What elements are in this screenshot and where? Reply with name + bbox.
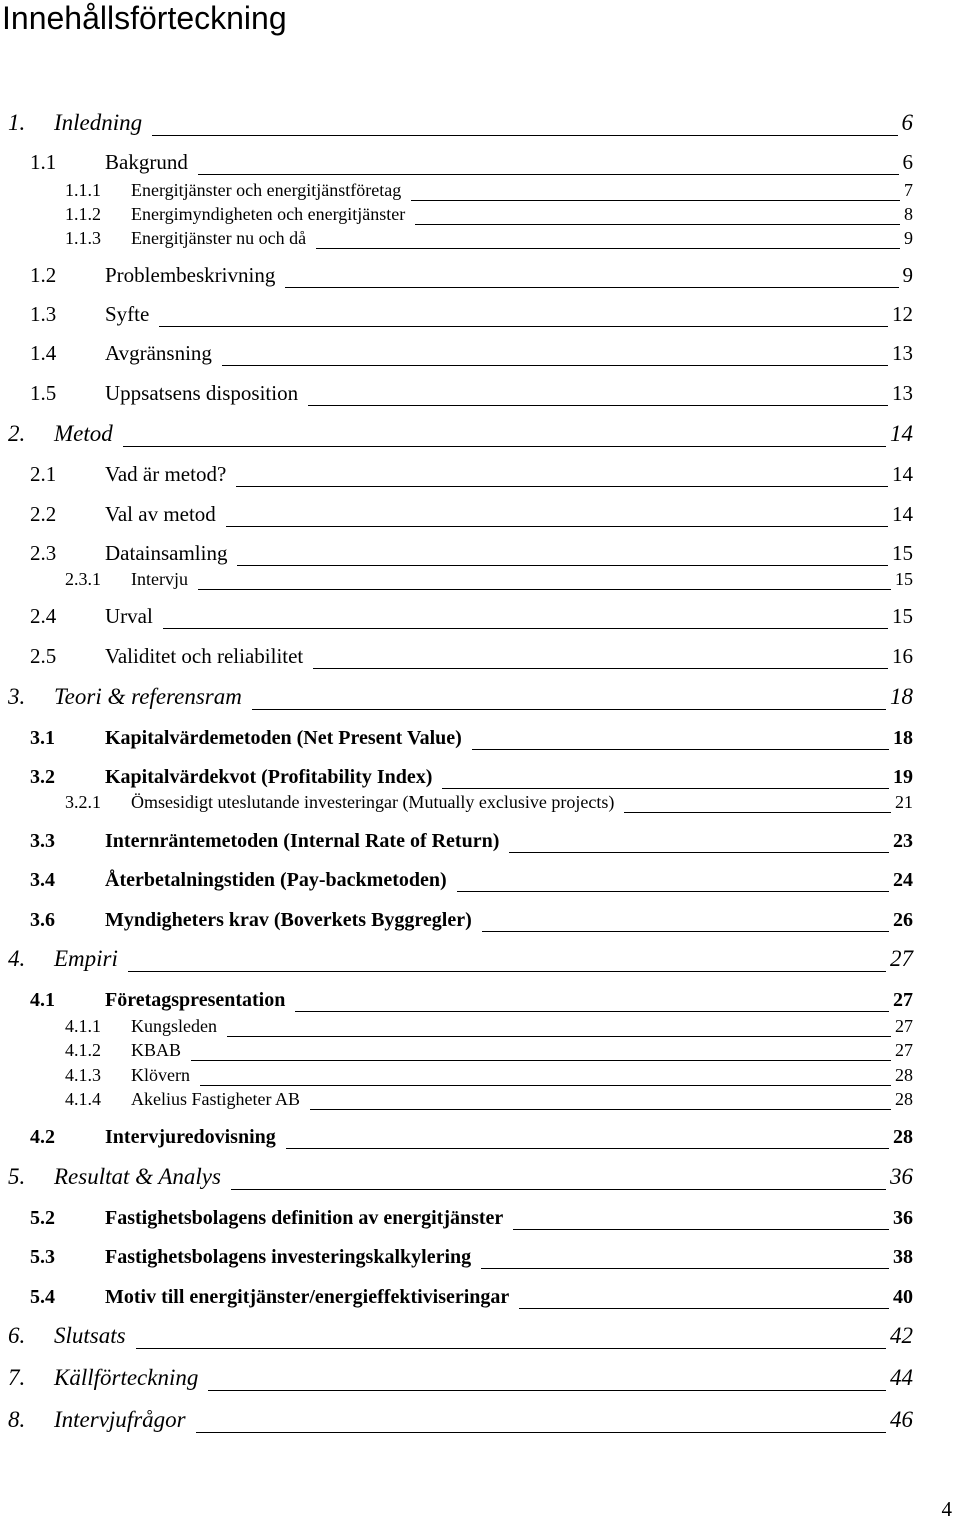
toc-leader-line <box>163 628 888 629</box>
toc-leader-line <box>472 749 889 750</box>
toc-entry-page: 14 <box>890 421 913 446</box>
toc-entry-page: 26 <box>893 909 913 931</box>
toc-entry-title: Återbetalningstiden (Pay-backmetoden) <box>105 869 447 891</box>
toc-entry-title: Val av metod <box>105 502 216 526</box>
toc-entry-page: 6 <box>902 150 913 174</box>
toc-leader-line <box>310 1109 891 1110</box>
toc-entry-page: 38 <box>893 1246 913 1268</box>
toc-entry-page: 28 <box>895 1089 913 1109</box>
toc-entry-title: Företagspresentation <box>105 989 286 1011</box>
toc-entry-page: 18 <box>890 684 913 709</box>
toc-entry-title: Fastighetsbolagens definition av energitjänster <box>105 1207 504 1229</box>
toc-entry[interactable] <box>0 301 960 331</box>
toc-entry-page: 9 <box>904 228 913 248</box>
toc-entry-title: Vad är metod? <box>105 462 227 486</box>
toc-entry[interactable] <box>0 827 960 857</box>
document-title: Innehållsförteckning <box>2 0 287 36</box>
toc-entry-title: Empiri <box>54 946 118 971</box>
toc-entry-title: Problembeskrivning <box>105 263 276 287</box>
toc-entry-page: 15 <box>892 604 913 628</box>
toc-entry-number: 2.2 <box>30 502 57 526</box>
toc-entry-title: Energimyndigheten och energitjänster <box>131 204 406 224</box>
toc-entry-number: 5.3 <box>30 1246 55 1268</box>
toc-entry-title: Inledning <box>54 110 143 135</box>
toc-entry[interactable] <box>0 461 960 491</box>
toc-entry-title: Kapitalvärdemetoden (Net Present Value) <box>105 727 462 749</box>
toc-entry-number: 4.2 <box>30 1126 55 1148</box>
toc-entry-title: Validitet och reliabilitet <box>105 644 304 668</box>
toc-entry-page: 13 <box>892 381 913 405</box>
toc-leader-line <box>457 891 889 892</box>
toc-entry-title: Slutsats <box>54 1323 126 1348</box>
toc-entry[interactable] <box>0 1365 960 1395</box>
toc-entry-page: 27 <box>895 1040 913 1060</box>
toc-entry-page: 24 <box>893 869 913 891</box>
toc-entry-number: 1.5 <box>30 381 57 405</box>
toc-entry-page: 14 <box>892 462 913 486</box>
toc-entry-title: Metod <box>54 421 113 446</box>
toc-entry-title: Kungsleden <box>131 1016 217 1036</box>
toc-entry-page: 18 <box>893 727 913 749</box>
toc-entry-number: 2.3.1 <box>65 569 101 589</box>
toc-entry[interactable] <box>0 787 960 817</box>
toc-leader-line <box>519 1308 889 1309</box>
toc-leader-line <box>231 1189 886 1190</box>
toc-entry[interactable] <box>0 643 960 673</box>
toc-entry-number: 5. <box>8 1164 26 1189</box>
toc-entry-number: 2.4 <box>30 604 57 628</box>
toc-leader-line <box>285 287 898 288</box>
toc-entry-number: 3.2.1 <box>65 792 101 812</box>
toc-entry-title: Datainsamling <box>105 541 228 565</box>
toc-entry-number: 7. <box>8 1365 26 1390</box>
toc-entry-number: 4.1 <box>30 989 55 1011</box>
toc-entry-number: 4.1.1 <box>65 1016 101 1036</box>
toc-entry-title: Urval <box>105 604 153 628</box>
toc-entry-number: 1.2 <box>30 263 57 287</box>
toc-entry-page: 15 <box>892 541 913 565</box>
toc-entry-page: 23 <box>893 830 913 852</box>
toc-entry[interactable] <box>0 946 960 976</box>
toc-leader-line <box>481 1268 889 1269</box>
toc-entry[interactable] <box>0 223 960 253</box>
toc-leader-line <box>252 709 886 710</box>
toc-entry[interactable] <box>0 1323 960 1353</box>
toc-entry-page: 36 <box>890 1164 913 1189</box>
toc-entry[interactable] <box>0 110 960 140</box>
toc-entry[interactable] <box>0 906 960 936</box>
toc-entry-page: 9 <box>902 263 913 287</box>
toc-entry-page: 8 <box>904 204 913 224</box>
toc-leader-line <box>198 589 891 590</box>
toc-entry-page: 46 <box>890 1407 913 1432</box>
toc-entry-number: 1.1.2 <box>65 204 101 224</box>
toc-entry-title: Syfte <box>105 302 150 326</box>
toc-entry-title: Uppsatsens disposition <box>105 381 299 405</box>
toc-entry-number: 5.4 <box>30 1286 55 1308</box>
toc-entry[interactable] <box>0 1123 960 1153</box>
toc-entry-number: 2.3 <box>30 541 57 565</box>
toc-entry-title: Motiv till energitjänster/energieffektiviseringar <box>105 1286 510 1308</box>
toc-entry[interactable] <box>0 1164 960 1194</box>
toc-entry[interactable] <box>0 501 960 531</box>
toc-leader-line <box>308 405 888 406</box>
toc-entry-page: 28 <box>895 1065 913 1085</box>
toc-entry-title: Kapitalvärdekvot (Profitability Index) <box>105 766 433 788</box>
toc-entry-number: 4. <box>8 946 26 971</box>
toc-entry-number: 6. <box>8 1323 26 1348</box>
toc-entry[interactable] <box>0 380 960 410</box>
toc-entry-page: 13 <box>892 341 913 365</box>
toc-entry-number: 1.1.3 <box>65 228 101 248</box>
toc-entry-page: 28 <box>893 1126 913 1148</box>
toc-entry[interactable] <box>0 603 960 633</box>
toc-leader-line <box>236 486 888 487</box>
toc-entry-title: Ömsesidigt uteslutande investeringar (Mutually exclusive projects) <box>131 792 615 812</box>
toc-entry-title: Avgränsning <box>105 341 212 365</box>
toc-entry[interactable] <box>0 262 960 292</box>
toc-entry-number: 1.1 <box>30 150 57 174</box>
toc-leader-line <box>624 812 891 813</box>
toc-entry-number: 2. <box>8 421 26 446</box>
toc-entry[interactable] <box>0 564 960 594</box>
toc-entry-number: 3.6 <box>30 909 55 931</box>
toc-entry-title: Källförteckning <box>54 1365 199 1390</box>
toc-entry-title: Energitjänster och energitjänstföretag <box>131 180 402 200</box>
toc-leader-line <box>226 526 888 527</box>
toc-entry-number: 1. <box>8 110 26 135</box>
toc-entry-number: 3.3 <box>30 830 55 852</box>
toc-entry-page: 36 <box>893 1207 913 1229</box>
toc-entry-title: Fastighetsbolagens investeringskalkylering <box>105 1246 472 1268</box>
toc-entry-number: 3.1 <box>30 727 55 749</box>
toc-entry-number: 4.1.2 <box>65 1040 101 1060</box>
toc-entry[interactable] <box>0 866 960 896</box>
page-number: 4 <box>941 1497 952 1521</box>
toc-entry-page: 14 <box>892 502 913 526</box>
toc-leader-line <box>159 326 888 327</box>
toc-entry[interactable] <box>0 724 960 754</box>
toc-entry-title: Energitjänster nu och då <box>131 228 307 248</box>
toc-leader-line <box>196 1432 886 1433</box>
toc-entry-title: Teori & referensram <box>54 684 242 709</box>
toc-leader-line <box>222 365 888 366</box>
toc-leader-line <box>509 852 889 853</box>
toc-entry-title: Klövern <box>131 1065 190 1085</box>
toc-entry-number: 1.3 <box>30 302 57 326</box>
toc-entry-page: 27 <box>890 946 913 971</box>
toc-leader-line <box>286 1148 889 1149</box>
toc-entry-page: 6 <box>901 110 913 135</box>
toc-entry-number: 3.2 <box>30 766 55 788</box>
toc-entry-title: Resultat & Analys <box>54 1164 221 1189</box>
toc-entry-title: Myndigheters krav (Boverkets Byggregler) <box>105 909 472 931</box>
toc-entry-number: 2.1 <box>30 462 57 486</box>
toc-leader-line <box>316 248 900 249</box>
toc-leader-line <box>208 1390 886 1391</box>
toc-leader-line <box>136 1348 886 1349</box>
toc-entry-title: Internräntemetoden (Internal Rate of Return) <box>105 830 500 852</box>
toc-entry-number: 4.1.3 <box>65 1065 101 1085</box>
toc-entry[interactable] <box>0 684 960 714</box>
toc-entry[interactable] <box>0 1243 960 1273</box>
toc-leader-line <box>152 135 897 136</box>
toc-entry-number: 3.4 <box>30 869 55 891</box>
toc-entry-number: 3. <box>8 684 26 709</box>
toc-entry-title: KBAB <box>131 1040 182 1060</box>
toc-entry-number: 1.1.1 <box>65 180 101 200</box>
toc-entry-title: Intervjufrågor <box>54 1407 186 1432</box>
toc-entry-page: 15 <box>895 569 913 589</box>
toc-entry[interactable] <box>0 1084 960 1114</box>
toc-entry-number: 4.1.4 <box>65 1089 101 1109</box>
toc-entry-page: 27 <box>895 1016 913 1036</box>
toc-leader-line <box>482 931 889 932</box>
toc-entry-number: 8. <box>8 1407 26 1432</box>
toc-entry[interactable] <box>0 1407 960 1437</box>
toc-entry[interactable] <box>0 1283 960 1313</box>
toc-entry-number: 1.4 <box>30 341 57 365</box>
toc-entry-page: 40 <box>893 1286 913 1308</box>
toc-leader-line <box>513 1229 889 1230</box>
toc-entry-page: 21 <box>895 792 913 812</box>
toc-entry-number: 2.5 <box>30 644 57 668</box>
toc-entry[interactable] <box>0 421 960 451</box>
toc-entry-title: Bakgrund <box>105 150 188 174</box>
toc-entry-page: 44 <box>890 1365 913 1390</box>
toc-entry[interactable] <box>0 340 960 370</box>
toc-entry-page: 7 <box>904 180 913 200</box>
toc-entry[interactable] <box>0 1204 960 1234</box>
toc-entry-number: 5.2 <box>30 1207 55 1229</box>
toc-leader-line <box>313 668 888 669</box>
toc-entry-page: 19 <box>893 766 913 788</box>
toc-leader-line <box>123 446 886 447</box>
toc-entry-title: Intervju <box>131 569 188 589</box>
toc-entry-page: 42 <box>890 1323 913 1348</box>
toc-entry-title: Intervjuredovisning <box>105 1126 276 1148</box>
toc-entry-title: Akelius Fastigheter AB <box>131 1089 300 1109</box>
toc-entry-page: 16 <box>892 644 913 668</box>
toc-entry-page: 12 <box>892 302 913 326</box>
toc-leader-line <box>128 971 886 972</box>
toc-entry-page: 27 <box>893 989 913 1011</box>
